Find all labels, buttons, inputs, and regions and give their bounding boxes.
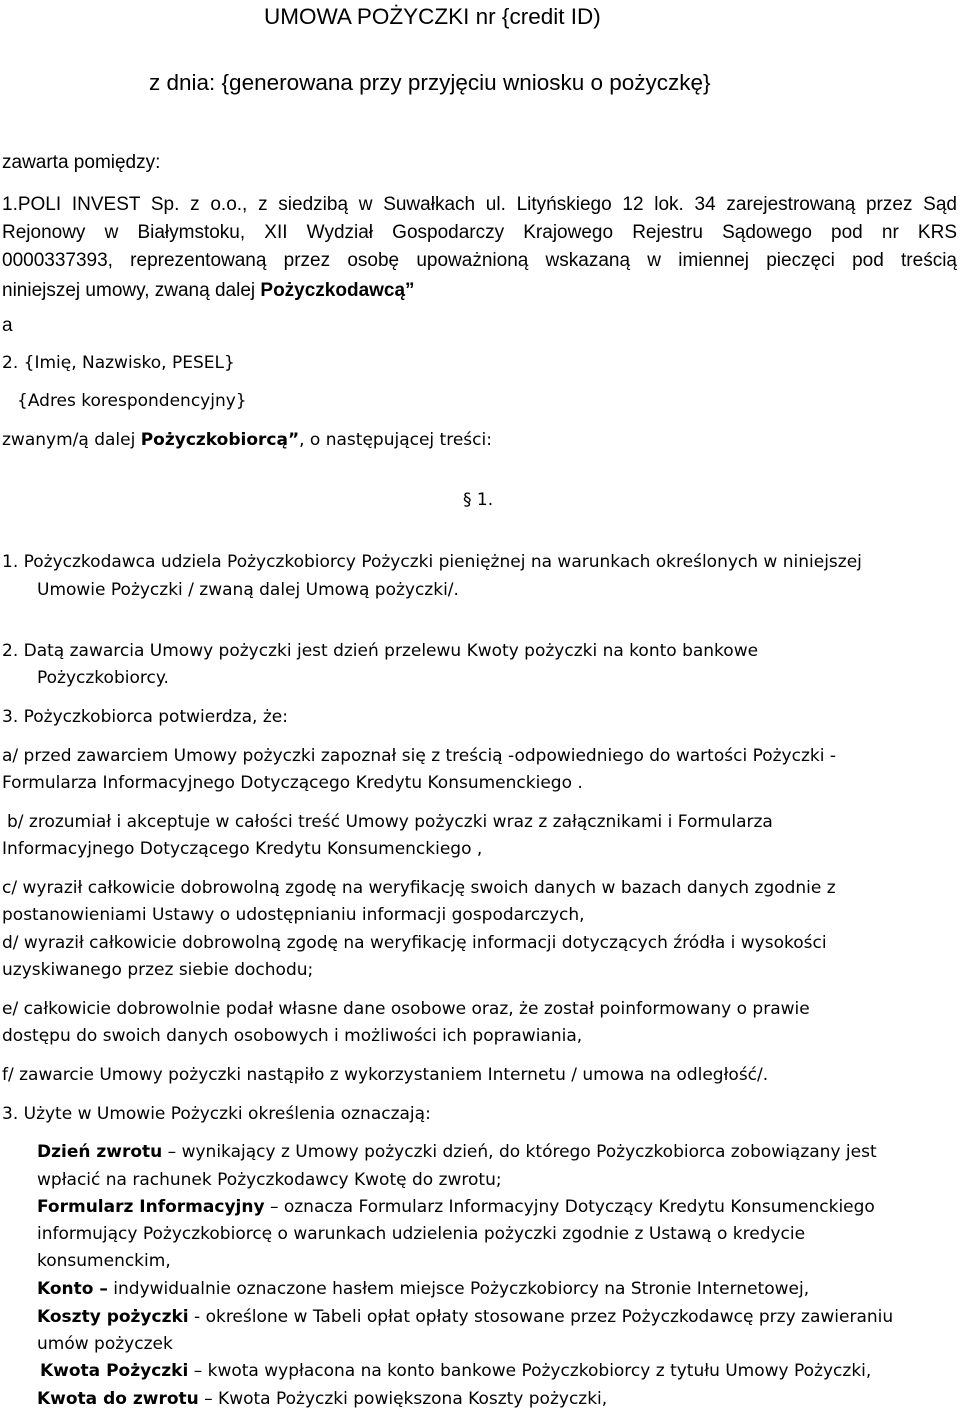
item-c-line-1: c/ wyraził całkowicie dobrowolną zgodę na weryfikację swoich danych w bazach danych zgodnie z (2, 878, 836, 898)
item-e-line-2: dostępu do swoich danych osobowych i możliwości ich poprawiania, (2, 1026, 583, 1046)
lender-line-4: niniejszej umowy, zwaną dalej Pożyczkodawcą” (2, 280, 415, 301)
lender-line-2: Rejonowy w Białymstoku, XII Wydział Gospodarczy Krajowego Rejestru Sądowego pod nr KRS (2, 222, 957, 243)
conjunction: a (2, 315, 13, 336)
definition-term-line: Koszty pożyczki - określone w Tabeli opłat opłaty stosowane przez Pożyczkodawcę przy zawieraniu (37, 1307, 894, 1327)
definition-term: Kwota Pożyczki (40, 1361, 189, 1381)
definition-term-line: Dzień zwrotu – wynikający z Umowy pożyczki dzień, do którego Pożyczkobiorca zobowiązany jest (37, 1142, 877, 1162)
definition-term: Konto – (37, 1279, 108, 1299)
item-d-line-2: uzyskiwanego przez siebie dochodu; (2, 960, 314, 980)
item-e-line-1: e/ całkowicie dobrowolnie podał własne dane osobowe oraz, że został poinformowany o prawie (2, 999, 810, 1019)
borrower-name-line: 2. {Imię, Nazwisko, PESEL} (2, 353, 235, 373)
document-title: UMOWA POŻYCZKI nr {credit ID) (264, 4, 601, 29)
definition-term: Dzień zwrotu (37, 1142, 163, 1162)
clause-1-line-2: Umowie Pożyczki / zwaną dalej Umową pożyczki/. (37, 580, 459, 600)
clause-2-line-2: Pożyczkobiorcy. (37, 668, 169, 688)
lender-line-1: 1.POLI INVEST Sp. z o.o., z siedzibą w Suwałkach ul. Lityńskiego 12 lok. 34 zarejestrowaną przez Sąd (2, 194, 957, 215)
lender-line-3: 0000337393, reprezentowaną przez osobę upoważnioną wskazaną w imiennej pieczęci pod treścią (2, 250, 957, 271)
definition-term: Koszty pożyczki (37, 1307, 189, 1327)
clause-3-definitions: 3. Użyte w Umowie Pożyczki określenia oznaczają: (2, 1104, 431, 1124)
parties-intro: zawarta pomiędzy: (2, 152, 161, 173)
definition-term: Kwota do zwrotu (37, 1389, 199, 1409)
item-d-line-1: d/ wyraził całkowicie dobrowolną zgodę na weryfikację informacji dotyczących źródła i wysokości (2, 933, 827, 953)
definition-term: Formularz Informacyjny (37, 1197, 265, 1217)
clause-2-line-1: 2. Datą zawarcia Umowy pożyczki jest dzień przelewu Kwoty pożyczki na konto bankowe (2, 641, 759, 661)
section-heading: § 1. (463, 490, 494, 510)
borrower-closing-line: zwanym/ą dalej Pożyczkobiorcą”, o następującej treści: (2, 430, 492, 450)
item-c-line-2: postanowieniami Ustawy o udostępnianiu informacji gospodarczych, (2, 905, 585, 925)
item-b-line-2: Informacyjnego Dotyczącego Kredytu Konsumenckiego , (2, 839, 483, 859)
item-b-line-1: b/ zrozumiał i akceptuje w całości treść Umowy pożyczki wraz z załącznikami i Formularza (7, 812, 773, 832)
borrower-address-line: {Adres korespondencyjny} (17, 391, 247, 411)
borrower-role: Pożyczkobiorcą” (140, 430, 300, 450)
definition-continuation: wpłacić na rachunek Pożyczkodawcy Kwotę do zwrotu; (37, 1170, 502, 1190)
definition-term-line: Formularz Informacyjny – oznacza Formularz Informacyjny Dotyczący Kredytu Konsumenckiego (37, 1197, 875, 1217)
definition-term-line: Konto – indywidualnie oznaczone hasłem miejsce Pożyczkobiorcy na Stronie Internetowej, (37, 1279, 810, 1299)
definition-continuation: umów pożyczek (37, 1334, 173, 1354)
definition-term-line: Kwota Pożyczki – kwota wypłacona na konto bankowe Pożyczkobiorcy z tytułu Umowy Pożyczki, (40, 1361, 872, 1381)
item-a-line-1: a/ przed zawarciem Umowy pożyczki zapoznał się z treścią -odpowiedniego do wartości Pożyczki - (2, 746, 836, 766)
item-a-line-2: Formularza Informacyjnego Dotyczącego Kredytu Konsumenckiego . (2, 773, 583, 793)
date-line: z dnia: {generowana przy przyjęciu wniosku o pożyczkę} (149, 70, 711, 95)
definition-term-line: Kwota do zwrotu – Kwota Pożyczki powiększona Koszty pożyczki, (37, 1389, 608, 1409)
clause-3: 3. Pożyczkobiorca potwierdza, że: (2, 707, 288, 727)
definition-continuation: konsumenckim, (37, 1251, 171, 1271)
definition-continuation: informujący Pożyczkobiorcę o warunkach udzielenia pożyczki zgodnie z Ustawą o kredycie (37, 1224, 806, 1244)
clause-1-line-1: 1. Pożyczkodawca udziela Pożyczkobiorcy Pożyczki pieniężnej na warunkach określonych w niniejszej (2, 552, 862, 572)
lender-role: Pożyczkodawcą” (260, 280, 415, 301)
item-f-line-1: f/ zawarcie Umowy pożyczki nastąpiło z wykorzystaniem Internetu / umowa na odległość/. (2, 1065, 769, 1085)
